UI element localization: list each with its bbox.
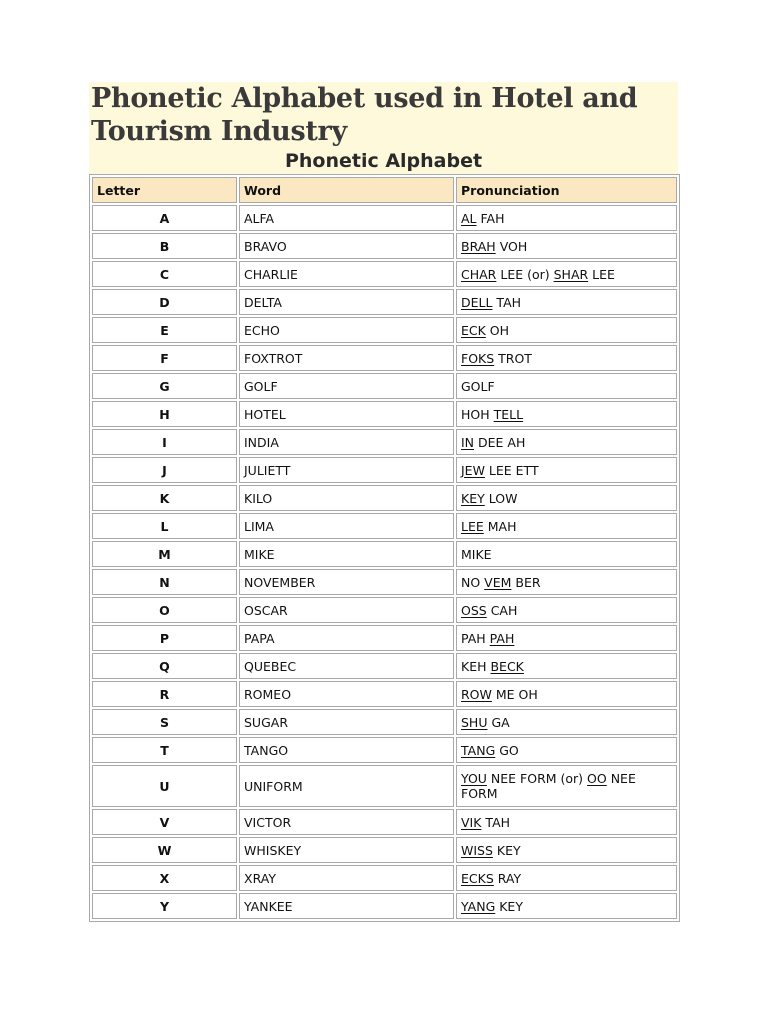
table-row (92, 373, 677, 399)
pronunciation-cell (456, 569, 677, 595)
stressed-syllable: VIK (461, 814, 482, 830)
stressed-syllable: YOU (461, 771, 487, 786)
table-row (92, 485, 677, 511)
letter-cell: L (92, 513, 237, 539)
table-row (92, 345, 677, 371)
word-cell: KILO (239, 485, 454, 511)
word-cell: PAPA (239, 625, 454, 651)
table-row (92, 737, 677, 763)
syllable-text: TAH (481, 814, 511, 830)
word-cell: XRAY (239, 865, 454, 891)
stressed-syllable: TANG (461, 742, 496, 758)
letter-cell: G (92, 373, 237, 399)
stressed-syllable: KEY (461, 490, 485, 506)
stressed-syllable: JEW (461, 462, 485, 478)
stressed-syllable: WISS (461, 842, 493, 858)
table-row (92, 513, 677, 539)
pronunciation-cell (456, 893, 677, 919)
letter-cell: K (92, 485, 237, 511)
word-cell: FOXTROT (239, 345, 454, 371)
table-row (92, 597, 677, 623)
stressed-syllable: ECK (461, 322, 486, 338)
letter-cell: E (92, 317, 237, 343)
stressed-syllable: OSS (461, 602, 487, 618)
word-cell: CHARLIE (239, 261, 454, 287)
table-row (92, 457, 677, 483)
word-cell: HOTEL (239, 401, 454, 427)
pronunciation-cell (456, 513, 677, 539)
word-cell: OSCAR (239, 597, 454, 623)
letter-cell: B (92, 233, 237, 259)
table-row (92, 569, 677, 595)
pronunciation-cell (456, 485, 677, 511)
letter-cell: R (92, 681, 237, 707)
syllable-text: HOH (461, 406, 494, 422)
syllable-text: NO (461, 574, 485, 590)
pronunciation-cell (456, 809, 677, 835)
pronunciation-cell (456, 317, 677, 343)
stressed-syllable: DELL (461, 294, 493, 310)
syllable-text: DEE AH (474, 434, 526, 450)
letter-cell: A (92, 205, 237, 231)
syllable-text: MIKE (461, 546, 492, 562)
stressed-syllable: YANG (461, 898, 496, 914)
table-row (92, 865, 677, 891)
syllable-text: PAH (461, 630, 490, 646)
syllable-text: TAH (492, 294, 522, 310)
word-cell: BRAVO (239, 233, 454, 259)
word-cell: YANKEE (239, 893, 454, 919)
table-header-row (92, 177, 677, 203)
syllable-text: FAH (476, 210, 505, 226)
pronunciation-cell (456, 597, 677, 623)
pronunciation-cell (456, 345, 677, 371)
pronunciation-cell (456, 373, 677, 399)
syllable-text: KEY (495, 898, 523, 914)
pronunciation-cell (456, 429, 677, 455)
pronunciation-cell (456, 233, 677, 259)
syllable-text: GA (487, 714, 510, 730)
word-cell: GOLF (239, 373, 454, 399)
pronunciation-cell (456, 541, 677, 567)
table-caption: Phonetic Alphabet (284, 150, 483, 172)
word-cell: UNIFORM (239, 765, 454, 807)
letter-cell: N (92, 569, 237, 595)
table-row (92, 317, 677, 343)
stressed-syllable: PAH (489, 630, 515, 646)
table-row (92, 261, 677, 287)
stressed-syllable: FOKS (461, 350, 495, 366)
syllable-text: CAH (486, 602, 518, 618)
table-body (92, 205, 677, 919)
syllable-text: GOLF (461, 378, 495, 394)
column-header-letter: Letter (92, 177, 237, 203)
syllable-text: BER (511, 574, 541, 590)
title-block (89, 82, 678, 174)
table-row (92, 205, 677, 231)
stressed-syllable: CHAR (461, 266, 497, 282)
letter-cell: Q (92, 653, 237, 679)
stressed-syllable: LEE (461, 518, 484, 534)
word-cell: SUGAR (239, 709, 454, 735)
table-row (92, 541, 677, 567)
syllable-text: NEE FORM (or) (486, 771, 588, 786)
stressed-syllable: IN (461, 434, 475, 450)
syllable-text: NEE FORM (461, 771, 640, 801)
stressed-syllable: BRAH (461, 238, 496, 254)
word-cell: VICTOR (239, 809, 454, 835)
word-cell: ALFA (239, 205, 454, 231)
syllable-text: RAY (493, 870, 522, 886)
table-row (92, 709, 677, 735)
word-cell: JULIETT (239, 457, 454, 483)
letter-cell: W (92, 837, 237, 863)
syllable-text: VOH (495, 238, 528, 254)
letter-cell: Y (92, 893, 237, 919)
stressed-syllable: BECK (490, 658, 524, 674)
table-row (92, 809, 677, 835)
letter-cell: F (92, 345, 237, 371)
pronunciation-cell (456, 261, 677, 287)
letter-cell: V (92, 809, 237, 835)
page-title: Phonetic Alphabet used in Hotel and Tourism Industry (91, 83, 638, 147)
table-row (92, 653, 677, 679)
stressed-syllable: AL (461, 210, 477, 226)
column-header-pronunciation: Pronunciation (456, 177, 677, 203)
table-row (92, 681, 677, 707)
letter-cell: X (92, 865, 237, 891)
table-row (92, 429, 677, 455)
table-row (92, 233, 677, 259)
table-row (92, 765, 677, 807)
pronunciation-cell (456, 289, 677, 315)
pronunciation-cell (456, 653, 677, 679)
syllable-text: TROT (494, 350, 532, 366)
word-cell: ECHO (239, 317, 454, 343)
letter-cell: C (92, 261, 237, 287)
syllable-text: KEY (492, 842, 521, 858)
pronunciation-cell (456, 837, 677, 863)
word-cell: TANGO (239, 737, 454, 763)
letter-cell: O (92, 597, 237, 623)
stressed-syllable: TELL (493, 406, 524, 422)
letter-cell: P (92, 625, 237, 651)
stressed-syllable: SHU (461, 714, 488, 730)
letter-cell: T (92, 737, 237, 763)
stressed-syllable: ECKS (461, 870, 494, 886)
word-cell: NOVEMBER (239, 569, 454, 595)
letter-cell: J (92, 457, 237, 483)
word-cell: INDIA (239, 429, 454, 455)
pronunciation-cell (456, 401, 677, 427)
stressed-syllable: VEM (484, 574, 512, 590)
letter-cell: I (92, 429, 237, 455)
table-row (92, 289, 677, 315)
syllable-text: OH (485, 322, 510, 338)
word-cell: QUEBEC (239, 653, 454, 679)
table-row (92, 837, 677, 863)
syllable-text: LOW (484, 490, 518, 506)
letter-cell: S (92, 709, 237, 735)
word-cell: DELTA (239, 289, 454, 315)
table-row (92, 625, 677, 651)
syllable-text: KEH (461, 658, 491, 674)
pronunciation-cell (456, 457, 677, 483)
letter-cell: M (92, 541, 237, 567)
column-header-word: Word (239, 177, 454, 203)
syllable-text: LEE (588, 266, 615, 282)
stressed-syllable: SHAR (553, 266, 589, 282)
table-row (92, 401, 677, 427)
stressed-syllable: OO (587, 771, 607, 786)
pronunciation-cell (456, 709, 677, 735)
syllable-text: ME OH (491, 686, 538, 702)
syllable-text: GO (495, 742, 519, 758)
syllable-text: LEE (or) (496, 266, 554, 282)
pronunciation-cell (456, 765, 677, 807)
pronunciation-cell (456, 737, 677, 763)
word-cell: LIMA (239, 513, 454, 539)
word-cell: WHISKEY (239, 837, 454, 863)
pronunciation-cell (456, 865, 677, 891)
syllable-text: LEE ETT (484, 462, 539, 478)
stressed-syllable: ROW (461, 686, 492, 702)
pronunciation-cell (456, 625, 677, 651)
pronunciation-cell (456, 205, 677, 231)
letter-cell: D (92, 289, 237, 315)
word-cell: MIKE (239, 541, 454, 567)
letter-cell: H (92, 401, 237, 427)
word-cell: ROMEO (239, 681, 454, 707)
syllable-text: MAH (483, 518, 517, 534)
table-row (92, 893, 677, 919)
pronunciation-cell (456, 681, 677, 707)
letter-cell: U (92, 765, 237, 807)
phonetic-alphabet-table (89, 174, 680, 922)
